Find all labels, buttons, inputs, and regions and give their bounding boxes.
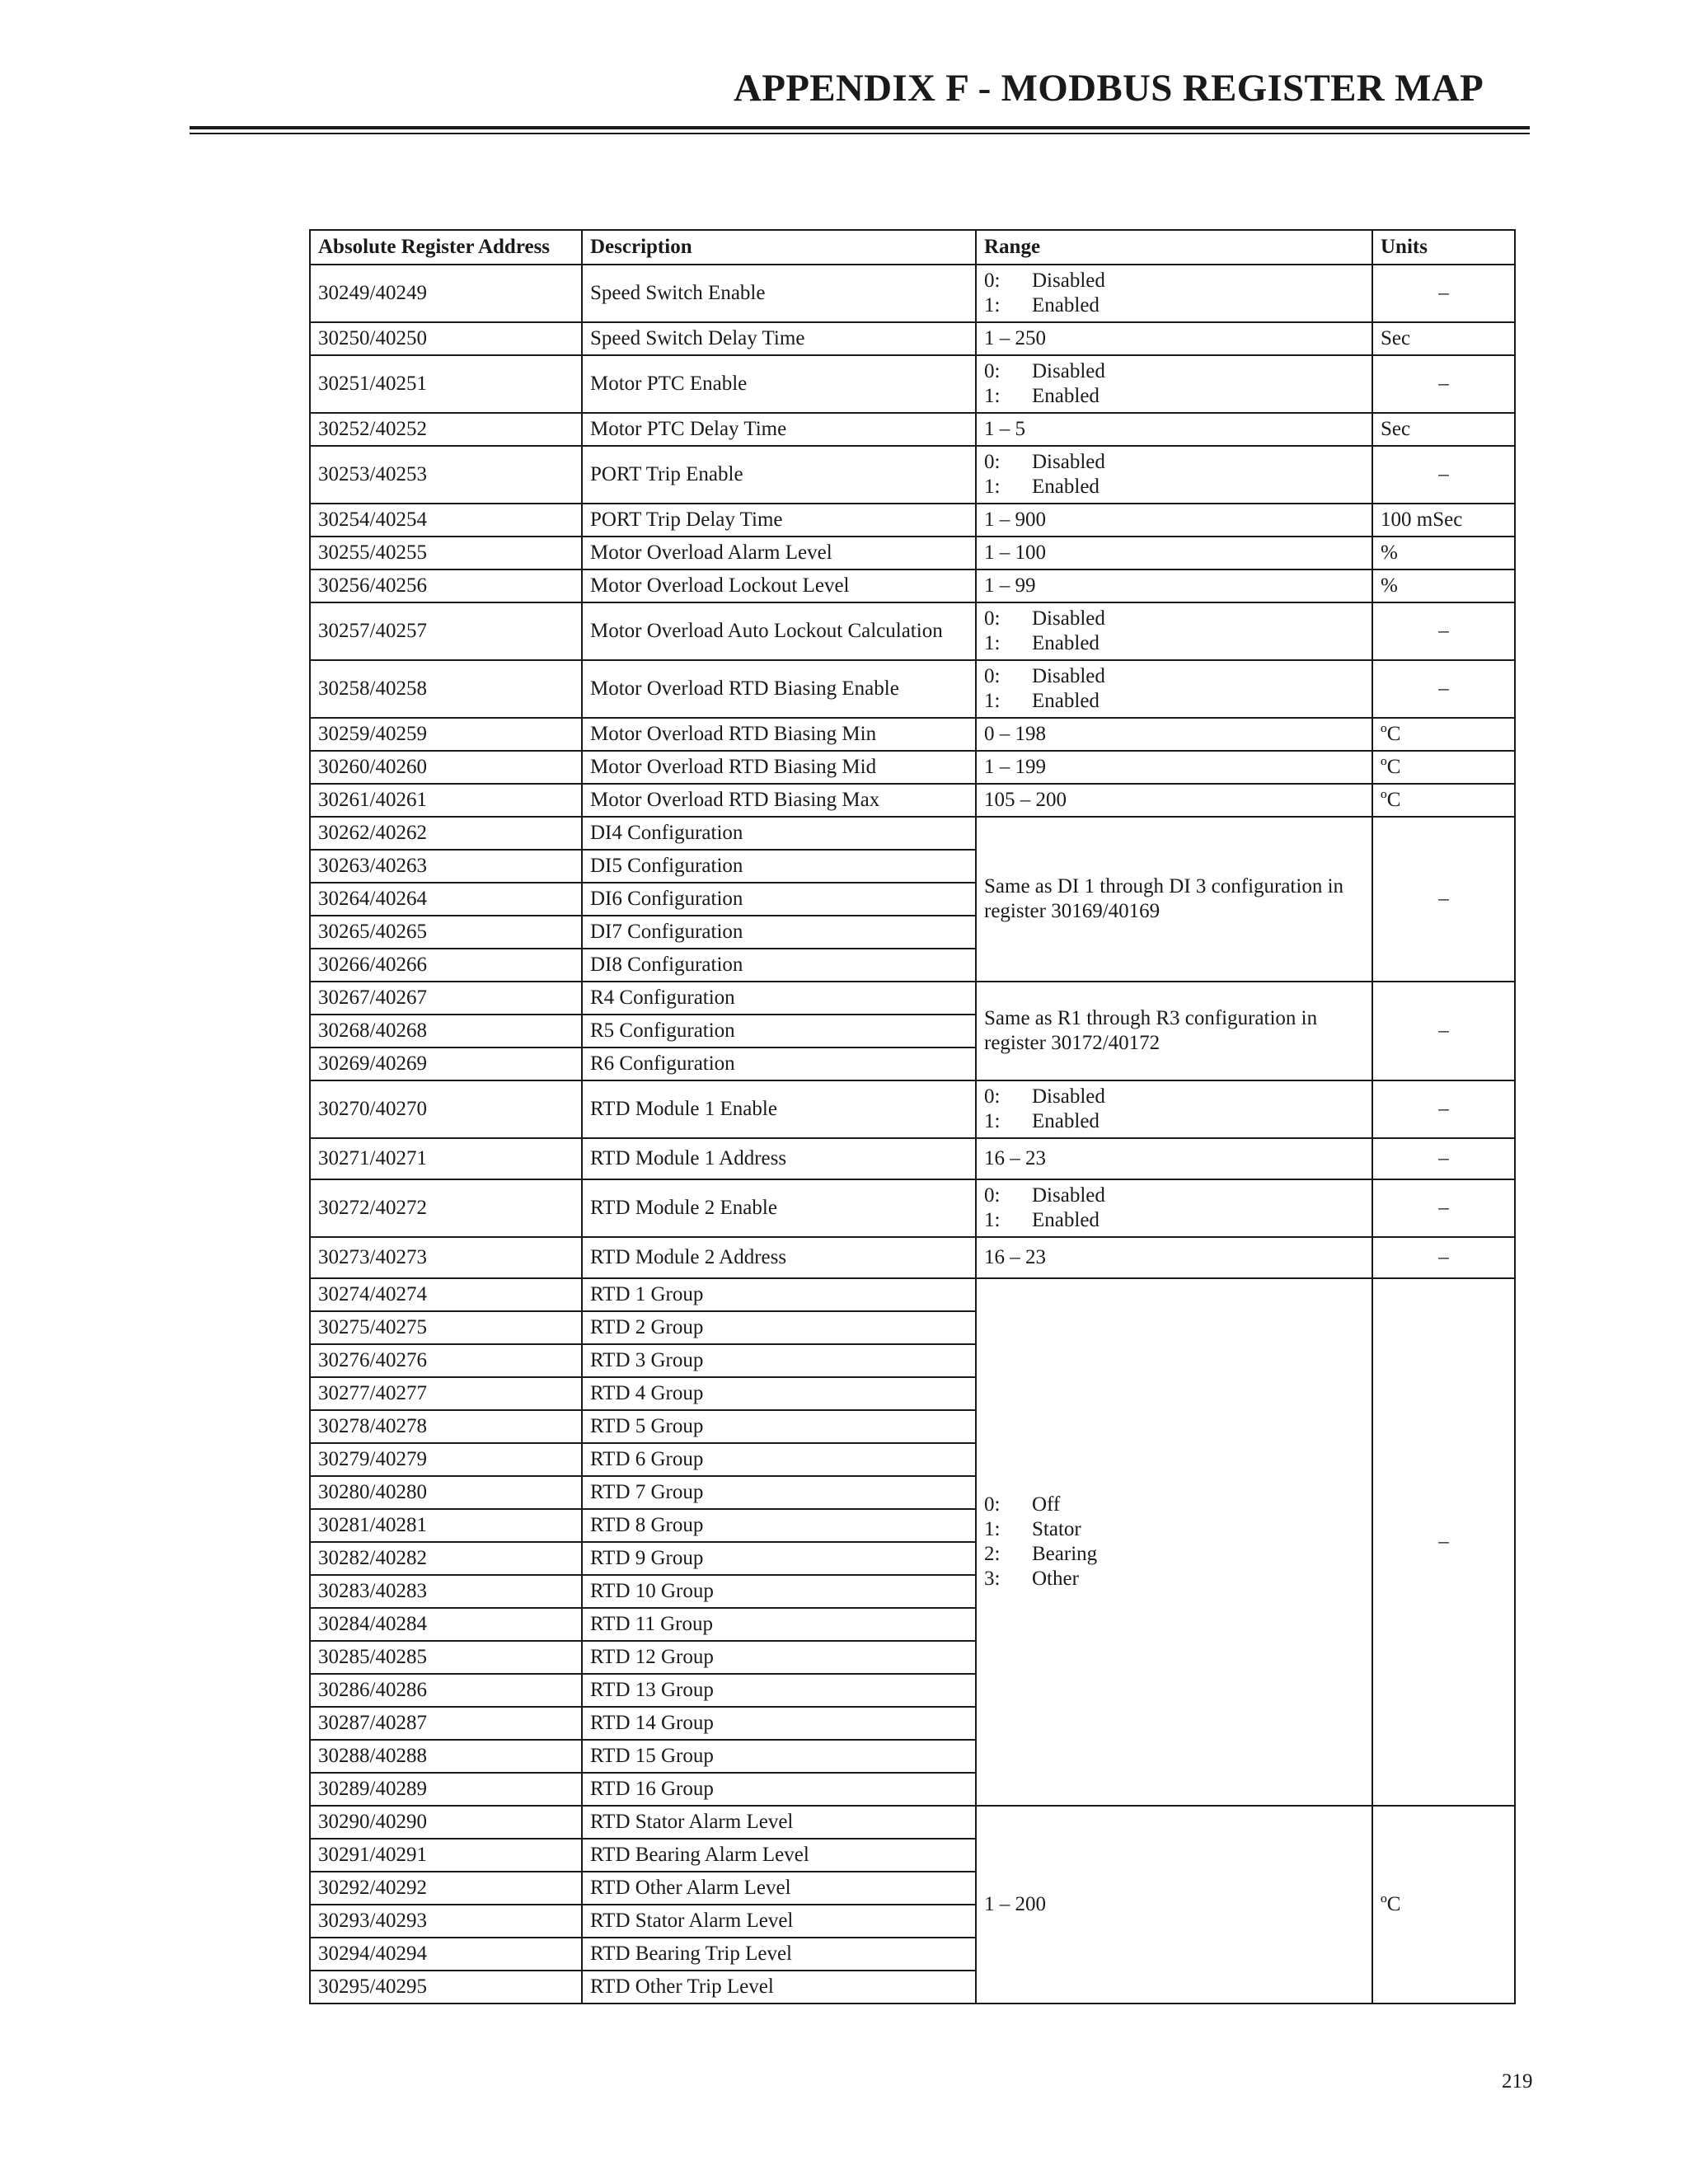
register-description: PORT Trip Enable	[582, 446, 976, 504]
register-description: Motor Overload RTD Biasing Max	[582, 784, 976, 817]
register-address: 30260/40260	[310, 751, 582, 784]
table-row	[310, 718, 1515, 751]
register-address: 30281/40281	[310, 1509, 582, 1542]
register-description: RTD 10 Group	[582, 1575, 976, 1608]
range-option-label: Disabled	[1032, 269, 1105, 292]
register-address: 30276/40276	[310, 1344, 582, 1377]
range-option-code: 1:	[984, 690, 1001, 712]
register-range	[976, 602, 1372, 660]
register-description: DI7 Configuration	[582, 916, 976, 949]
register-address: 30278/40278	[310, 1410, 582, 1443]
register-description: RTD Module 1 Address	[582, 1138, 976, 1179]
header-rule-thick	[190, 126, 1530, 129]
table-row	[310, 322, 1515, 355]
register-address: 30254/40254	[310, 504, 582, 537]
register-description: RTD Stator Alarm Level	[582, 1905, 976, 1938]
register-range-group	[976, 1278, 1372, 1806]
register-units: ºC	[1372, 718, 1515, 751]
register-range: 1 – 199	[976, 751, 1372, 784]
range-option-code: 0:	[984, 607, 1001, 630]
register-address: 30290/40290	[310, 1806, 582, 1839]
register-description: RTD 8 Group	[582, 1509, 976, 1542]
range-option-code: 0:	[984, 665, 1001, 687]
range-option	[984, 269, 1364, 293]
range-option	[984, 384, 1364, 409]
register-description: RTD Module 1 Enable	[582, 1080, 976, 1138]
register-description: RTD Bearing Trip Level	[582, 1938, 976, 1971]
register-range-group	[976, 1806, 1372, 2004]
register-address: 30271/40271	[310, 1138, 582, 1179]
range-option	[984, 1085, 1364, 1109]
range-option-code: 0:	[984, 1493, 1001, 1516]
register-address: 30275/40275	[310, 1311, 582, 1344]
table-row	[310, 504, 1515, 537]
register-description: Motor Overload RTD Biasing Enable	[582, 660, 976, 718]
register-description: Motor Overload RTD Biasing Min	[582, 718, 976, 751]
register-range	[976, 1080, 1372, 1138]
table-row	[310, 660, 1515, 718]
register-description: RTD Module 2 Address	[582, 1237, 976, 1278]
register-address: 30280/40280	[310, 1476, 582, 1509]
range-option-label: Enabled	[1032, 632, 1100, 654]
range-option-code: 0:	[984, 1184, 1001, 1207]
register-address: 30258/40258	[310, 660, 582, 718]
range-option-label: Enabled	[1032, 476, 1100, 498]
register-address: 30253/40253	[310, 446, 582, 504]
range-option-label: Bearing	[1032, 1543, 1098, 1565]
range-option	[984, 359, 1364, 384]
register-address: 30250/40250	[310, 322, 582, 355]
register-address: 30292/40292	[310, 1872, 582, 1905]
table-row	[310, 602, 1515, 660]
range-option	[984, 1567, 1364, 1591]
register-range: 16 – 23	[976, 1237, 1372, 1278]
register-units: –	[1372, 446, 1515, 504]
range-option-code: 0:	[984, 360, 1001, 382]
register-address: 30291/40291	[310, 1839, 582, 1872]
table-row	[310, 1806, 1515, 1839]
range-option	[984, 1208, 1364, 1233]
register-address: 30268/40268	[310, 1015, 582, 1047]
range-option-code: 1:	[984, 1110, 1001, 1132]
register-description: RTD 14 Group	[582, 1707, 976, 1740]
register-description: PORT Trip Delay Time	[582, 504, 976, 537]
register-address: 30257/40257	[310, 602, 582, 660]
register-units: –	[1372, 1080, 1515, 1138]
range-option-label: Enabled	[1032, 690, 1100, 712]
register-units-group: ºC	[1372, 1806, 1515, 2004]
register-address: 30273/40273	[310, 1237, 582, 1278]
column-header-address: Absolute Register Address	[310, 230, 582, 265]
header-rule-thin	[190, 133, 1530, 134]
register-description: RTD 16 Group	[582, 1773, 976, 1806]
register-units: %	[1372, 569, 1515, 602]
register-units: –	[1372, 1138, 1515, 1179]
register-description: R6 Configuration	[582, 1047, 976, 1080]
table-row	[310, 1278, 1515, 1311]
range-option-code: 1:	[984, 1209, 1001, 1231]
register-range: 16 – 23	[976, 1138, 1372, 1179]
register-range: 1 – 5	[976, 413, 1372, 446]
register-address: 30277/40277	[310, 1377, 582, 1410]
range-option-code: 1:	[984, 1518, 1001, 1540]
range-option	[984, 664, 1364, 689]
register-address: 30249/40249	[310, 265, 582, 322]
range-option-label: Stator	[1032, 1518, 1081, 1540]
table-row	[310, 982, 1515, 1015]
register-description: RTD 13 Group	[582, 1674, 976, 1707]
range-option-code: 1:	[984, 476, 1001, 498]
register-units: –	[1372, 355, 1515, 413]
register-address: 30251/40251	[310, 355, 582, 413]
register-description: RTD 12 Group	[582, 1641, 976, 1674]
page-number: 219	[1502, 2070, 1533, 2093]
table-row	[310, 569, 1515, 602]
register-units: –	[1372, 660, 1515, 718]
range-option-code: 2:	[984, 1543, 1001, 1565]
register-units-group: –	[1372, 1278, 1515, 1806]
register-units: –	[1372, 265, 1515, 322]
register-address: 30266/40266	[310, 949, 582, 982]
register-address: 30274/40274	[310, 1278, 582, 1311]
range-option-code: 3:	[984, 1568, 1001, 1590]
range-note: Same as DI 1 through DI 3 configuration in register 30169/40169	[984, 875, 1344, 922]
range-option-code: 1:	[984, 294, 1001, 316]
range-option	[984, 1183, 1364, 1208]
range-option	[984, 450, 1364, 475]
register-address: 30282/40282	[310, 1542, 582, 1575]
register-address: 30267/40267	[310, 982, 582, 1015]
range-option-label: Enabled	[1032, 294, 1100, 316]
register-range-group	[976, 982, 1372, 1080]
register-map-body	[310, 265, 1515, 2004]
table-row	[310, 1080, 1515, 1138]
register-map-table	[309, 229, 1516, 2004]
register-address: 30255/40255	[310, 537, 582, 569]
range-option	[984, 689, 1364, 714]
range-option-code: 1:	[984, 632, 1001, 654]
register-units: ºC	[1372, 784, 1515, 817]
range-option-code: 1:	[984, 385, 1001, 407]
table-row	[310, 1237, 1515, 1278]
table-header-row	[310, 230, 1515, 265]
range-option-label: Disabled	[1032, 607, 1105, 630]
register-address: 30270/40270	[310, 1080, 582, 1138]
register-description: R4 Configuration	[582, 982, 976, 1015]
register-range: 1 – 100	[976, 537, 1372, 569]
table-row	[310, 817, 1515, 850]
register-address: 30252/40252	[310, 413, 582, 446]
register-address: 30287/40287	[310, 1707, 582, 1740]
table-row	[310, 446, 1515, 504]
register-description: Motor Overload Auto Lockout Calculation	[582, 602, 976, 660]
register-description: Motor Overload Lockout Level	[582, 569, 976, 602]
register-units: %	[1372, 537, 1515, 569]
range-option-label: Disabled	[1032, 1184, 1105, 1207]
register-range: 1 – 900	[976, 504, 1372, 537]
range-note: 1 – 200	[984, 1893, 1046, 1915]
register-address: 30294/40294	[310, 1938, 582, 1971]
register-description: RTD 4 Group	[582, 1377, 976, 1410]
register-description: RTD 15 Group	[582, 1740, 976, 1773]
range-option	[984, 293, 1364, 318]
range-option	[984, 631, 1364, 656]
register-units: ºC	[1372, 751, 1515, 784]
range-option	[984, 1517, 1364, 1542]
register-address: 30286/40286	[310, 1674, 582, 1707]
range-option	[984, 1493, 1364, 1517]
register-units: 100 mSec	[1372, 504, 1515, 537]
range-option	[984, 475, 1364, 499]
register-description: Motor Overload RTD Biasing Mid	[582, 751, 976, 784]
range-option-code: 0:	[984, 451, 1001, 473]
register-description: DI8 Configuration	[582, 949, 976, 982]
range-option-label: Enabled	[1032, 1209, 1100, 1231]
range-option-label: Disabled	[1032, 665, 1105, 687]
register-description: RTD 1 Group	[582, 1278, 976, 1311]
register-address: 30269/40269	[310, 1047, 582, 1080]
register-address: 30261/40261	[310, 784, 582, 817]
range-option-label: Disabled	[1032, 360, 1105, 382]
table-row	[310, 413, 1515, 446]
register-description: DI5 Configuration	[582, 850, 976, 883]
register-address: 30263/40263	[310, 850, 582, 883]
register-units: –	[1372, 1179, 1515, 1237]
register-range	[976, 660, 1372, 718]
register-description: RTD 2 Group	[582, 1311, 976, 1344]
register-address: 30285/40285	[310, 1641, 582, 1674]
range-option-label: Enabled	[1032, 1110, 1100, 1132]
table-row	[310, 751, 1515, 784]
register-description: RTD Bearing Alarm Level	[582, 1839, 976, 1872]
register-description: RTD Other Trip Level	[582, 1971, 976, 2004]
range-option	[984, 1109, 1364, 1134]
register-description: R5 Configuration	[582, 1015, 976, 1047]
range-option-code: 0:	[984, 269, 1001, 292]
range-option-label: Off	[1032, 1493, 1061, 1516]
range-option-code: 0:	[984, 1085, 1001, 1108]
register-address: 30262/40262	[310, 817, 582, 850]
register-description: RTD Module 2 Enable	[582, 1179, 976, 1237]
register-range	[976, 1179, 1372, 1237]
register-range	[976, 355, 1372, 413]
table-row	[310, 1138, 1515, 1179]
range-note: Same as R1 through R3 configuration in register 30172/40172	[984, 1007, 1318, 1054]
table-row	[310, 784, 1515, 817]
range-option-label: Disabled	[1032, 451, 1105, 473]
register-units: –	[1372, 602, 1515, 660]
register-description: RTD 11 Group	[582, 1608, 976, 1641]
register-description: RTD 6 Group	[582, 1443, 976, 1476]
register-description: RTD 9 Group	[582, 1542, 976, 1575]
register-units: Sec	[1372, 413, 1515, 446]
register-description: DI4 Configuration	[582, 817, 976, 850]
register-address: 30289/40289	[310, 1773, 582, 1806]
register-address: 30265/40265	[310, 916, 582, 949]
register-address: 30284/40284	[310, 1608, 582, 1641]
register-address: 30279/40279	[310, 1443, 582, 1476]
register-address: 30264/40264	[310, 883, 582, 916]
register-address: 30256/40256	[310, 569, 582, 602]
register-description: DI6 Configuration	[582, 883, 976, 916]
range-option	[984, 1542, 1364, 1567]
register-range: 1 – 99	[976, 569, 1372, 602]
register-address: 30272/40272	[310, 1179, 582, 1237]
register-description: Motor PTC Delay Time	[582, 413, 976, 446]
column-header-range: Range	[976, 230, 1372, 265]
register-description: RTD 5 Group	[582, 1410, 976, 1443]
register-range: 1 – 250	[976, 322, 1372, 355]
register-units: Sec	[1372, 322, 1515, 355]
register-range-group	[976, 817, 1372, 982]
register-range: 0 – 198	[976, 718, 1372, 751]
register-description: RTD Other Alarm Level	[582, 1872, 976, 1905]
register-address: 30295/40295	[310, 1971, 582, 2004]
register-description: RTD 3 Group	[582, 1344, 976, 1377]
register-address: 30259/40259	[310, 718, 582, 751]
register-units-group: –	[1372, 982, 1515, 1080]
register-address: 30293/40293	[310, 1905, 582, 1938]
column-header-units: Units	[1372, 230, 1515, 265]
column-header-description: Description	[582, 230, 976, 265]
table-row	[310, 265, 1515, 322]
register-units-group: –	[1372, 817, 1515, 982]
register-address: 30283/40283	[310, 1575, 582, 1608]
register-description: Speed Switch Enable	[582, 265, 976, 322]
register-range	[976, 265, 1372, 322]
table-row	[310, 355, 1515, 413]
register-range: 105 – 200	[976, 784, 1372, 817]
register-description: Speed Switch Delay Time	[582, 322, 976, 355]
range-option-label: Other	[1032, 1568, 1079, 1590]
range-option-label: Enabled	[1032, 385, 1100, 407]
register-description: Motor PTC Enable	[582, 355, 976, 413]
register-description: RTD Stator Alarm Level	[582, 1806, 976, 1839]
range-option	[984, 607, 1364, 631]
table-row	[310, 537, 1515, 569]
register-description: RTD 7 Group	[582, 1476, 976, 1509]
range-option-label: Disabled	[1032, 1085, 1105, 1108]
register-range	[976, 446, 1372, 504]
register-address: 30288/40288	[310, 1740, 582, 1773]
register-units: –	[1372, 1237, 1515, 1278]
page-title: APPENDIX F - MODBUS REGISTER MAP	[733, 67, 1484, 110]
table-row	[310, 1179, 1515, 1237]
register-description: Motor Overload Alarm Level	[582, 537, 976, 569]
